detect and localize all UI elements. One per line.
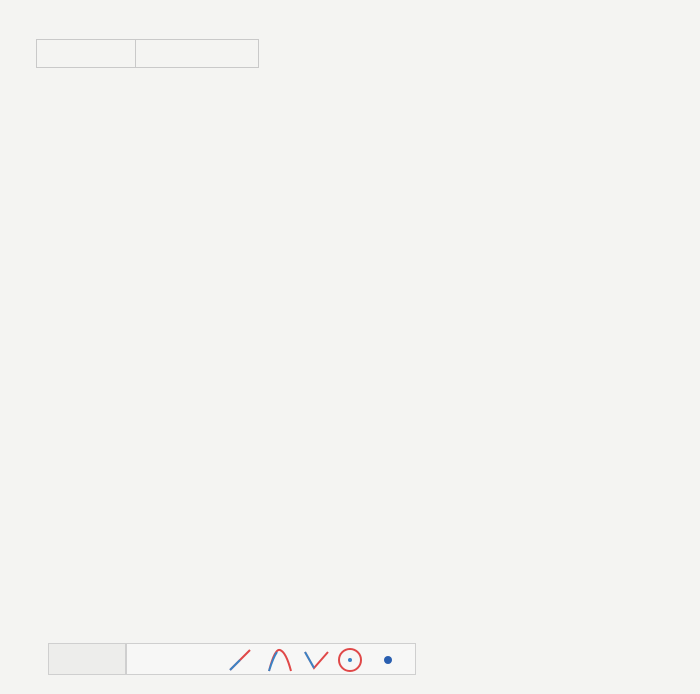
line-tool-icon[interactable] — [225, 646, 255, 674]
curve-tool-icon[interactable] — [265, 646, 295, 674]
draw-tools — [126, 643, 416, 675]
clear-all-button[interactable] — [48, 643, 126, 675]
circle-tool-icon[interactable] — [335, 646, 365, 674]
check-tool-icon[interactable] — [301, 646, 331, 674]
point-tool-icon[interactable] — [373, 646, 403, 674]
